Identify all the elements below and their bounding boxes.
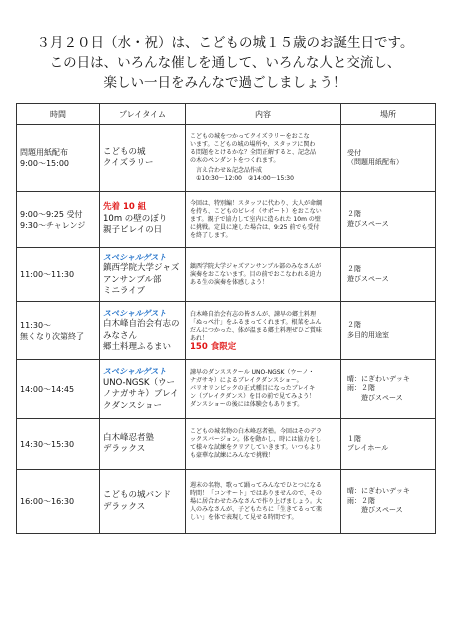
content-text: 鎮西学院大学ジャズアンサンブル部のみなさんが bbox=[190, 262, 322, 270]
playtime-text: 白木峰自治会有志の bbox=[103, 319, 180, 329]
table-row bbox=[17, 419, 436, 470]
time-text: 14:30〜15:30 bbox=[20, 439, 75, 449]
content-text: こどもの城名物の白木峰忍者塾。今回はそのデラ bbox=[190, 428, 323, 435]
content-text: 演奏をおこないます。目の前でおこなわれる迫力 bbox=[190, 270, 322, 278]
playtime-text: デラックス bbox=[103, 444, 146, 454]
playtime-text: ミニライブ bbox=[103, 286, 145, 296]
place-text: 晴：にぎわいデッキ bbox=[347, 374, 410, 383]
time-text: 11:00〜11:30 bbox=[20, 270, 75, 279]
time-text: 16:00〜16:30 bbox=[20, 497, 75, 506]
content-text: あれ！ bbox=[190, 334, 209, 342]
content-text: に挑戦。定員に達した場合は、9:25 前でも受付 bbox=[190, 223, 320, 231]
place-text: 遊びスペース bbox=[347, 219, 389, 228]
content-text: 諫早のダンススクール UNO-NGSK（ウーノ・ bbox=[190, 369, 315, 376]
content-cell bbox=[186, 470, 341, 534]
content-text: 「ぬっぺ汁」をふるまってくれます。根菜をふん bbox=[190, 318, 322, 326]
column-header-time: 時間 bbox=[17, 104, 100, 125]
special-guest-badge: スペシャルゲスト bbox=[103, 308, 167, 318]
content-text: 白木峰自治会有志の皆さんが、諫早の郷土料理 bbox=[190, 310, 317, 318]
time-cell bbox=[17, 360, 100, 419]
time-cell bbox=[17, 302, 100, 360]
place-cell bbox=[341, 360, 436, 419]
table-row bbox=[17, 302, 436, 360]
content-text: ダンスショーの後には体験会もあります。 bbox=[190, 401, 304, 408]
content-text: 週末の名物、歌って踊ってみんなでひとつになる bbox=[190, 481, 322, 489]
content-text: を終了します。 bbox=[190, 231, 232, 239]
place-text: ２階 bbox=[347, 321, 361, 329]
special-guest-badge: スペシャルゲスト bbox=[103, 367, 167, 376]
place-text: 多目的用途室 bbox=[347, 330, 389, 339]
content-cell bbox=[186, 248, 341, 302]
content-text: ックスバージョン。体を動かし、時には協力をし bbox=[190, 436, 322, 443]
playtime-text: ノナガサキ）ブレイ bbox=[103, 389, 179, 399]
time-cell bbox=[17, 419, 100, 470]
content-text: います。こどもの城の場所や、スタッフに関わ bbox=[190, 141, 316, 148]
playtime-cell bbox=[100, 302, 186, 360]
content-text: パリオリンピックの正式種目になったブレイキ bbox=[190, 385, 316, 392]
content-text: ます。親子で協力して室内に造られた 10m の壁 bbox=[190, 215, 321, 223]
time-text: 14:00〜14:45 bbox=[20, 384, 75, 394]
playtime-text: 白木峰忍者塾 bbox=[103, 432, 155, 443]
playtime-text: 親子ビレイの日 bbox=[103, 225, 163, 236]
content-text: しい」を体で表現して見せる時間です。 bbox=[190, 513, 298, 521]
place-text: 遊びスペース bbox=[347, 274, 389, 283]
table-row bbox=[17, 360, 436, 419]
table-row bbox=[17, 125, 436, 192]
schedule-note bbox=[190, 167, 336, 183]
content-text: て様々な試練をクリアしていきます。いつもより bbox=[190, 444, 322, 451]
table-row bbox=[17, 248, 436, 302]
headline-line-3: 楽しい一日をみんなで過ごしましょう！ bbox=[103, 75, 347, 91]
time-cell bbox=[17, 248, 100, 302]
schedule-note-text: ①10:30〜12:00 ②14:00〜15:30 bbox=[196, 175, 294, 182]
playtime-cell bbox=[100, 360, 186, 419]
playtime-text: デラックス bbox=[103, 501, 146, 512]
limited-servings-badge: 150 食限定 bbox=[190, 341, 237, 352]
special-guest-badge: スペシャルゲスト bbox=[103, 252, 167, 262]
time-cell bbox=[17, 470, 100, 534]
place-text: （問題用紙配布） bbox=[347, 158, 403, 166]
headline-line-2: この日は、いろんな催しを通して、いろんな人と交流し、 bbox=[49, 55, 401, 71]
time-text: 無くなり次第終了 bbox=[20, 331, 84, 341]
time-cell bbox=[17, 125, 100, 192]
content-text: 時間！「コンサート」ではありませんので、その bbox=[190, 489, 322, 497]
time-text: 9:00〜9:25 受付 bbox=[20, 209, 83, 219]
playtime-cell bbox=[100, 192, 186, 248]
time-text: 9:30〜チャレンジ bbox=[20, 220, 86, 230]
first-come-badge: 先着 10 組 bbox=[103, 202, 147, 213]
content-cell bbox=[186, 419, 341, 470]
place-cell bbox=[341, 470, 436, 534]
content-text: ある生の演奏を体感しよう！ bbox=[190, 278, 269, 286]
place-text: 雨：２階 bbox=[347, 496, 375, 505]
column-header-place: 場所 bbox=[341, 104, 436, 125]
playtime-text: みなさん bbox=[103, 330, 138, 341]
table-row bbox=[17, 470, 436, 534]
content-text: も豪華な試練にみんなで挑戦！ bbox=[190, 452, 275, 459]
headline-line-1: ３月２０日（水・祝）は、こどもの城１５歳のお誕生日です。 bbox=[36, 35, 414, 51]
schedule-note-text: 言え合わせ＆記念品作成 bbox=[196, 167, 263, 174]
playtime-text: 10m の壁のぼり bbox=[103, 213, 168, 224]
table-row bbox=[17, 192, 436, 248]
place-text: ２階 bbox=[347, 265, 361, 273]
schedule-table bbox=[16, 103, 436, 534]
content-cell bbox=[186, 125, 341, 192]
playtime-text: 郷土料理ふるまい bbox=[103, 342, 172, 352]
playtime-text: こどもの城 bbox=[103, 146, 146, 157]
content-text: ン（ブレイクダンス）を目の前で見てみよう！ bbox=[190, 393, 316, 400]
time-cell bbox=[17, 192, 100, 248]
column-header-content: 内容 bbox=[186, 104, 341, 125]
content-cell bbox=[186, 302, 341, 360]
place-cell bbox=[341, 192, 436, 248]
content-cell bbox=[186, 192, 341, 248]
place-text: 遊びスペース bbox=[347, 393, 403, 402]
place-text: ２階 bbox=[347, 210, 361, 218]
playtime-text: クイズラリー bbox=[103, 158, 154, 168]
content-text: る問題をとけるかな？全問正解すると、記念品 bbox=[190, 149, 317, 156]
content-text: の木のペンダントをつくれます。 bbox=[190, 157, 280, 164]
place-text: １階 bbox=[347, 434, 361, 443]
playtime-cell bbox=[100, 470, 186, 534]
place-text: 晴：にぎわいデッキ bbox=[347, 487, 410, 496]
time-text: 9:00〜15:00 bbox=[20, 159, 70, 168]
playtime-text: アンサンブル部 bbox=[103, 274, 162, 285]
content-text: 今回は、特別編！スタッフに代わり、大人が命綱 bbox=[190, 199, 323, 207]
content-text: 場に居合わせたみなさんで作り上げましょう。大 bbox=[190, 497, 323, 505]
time-text: 11:30〜 bbox=[20, 320, 52, 330]
time-text: 問題用紙配布 bbox=[20, 148, 68, 157]
place-cell bbox=[341, 419, 436, 470]
content-text: こどもの城をつかってクイズラリーをおこな bbox=[190, 133, 310, 140]
playtime-cell bbox=[100, 125, 186, 192]
column-header-playtime: プレイタイム bbox=[100, 104, 186, 125]
place-text: 遊びスペース bbox=[347, 506, 403, 515]
playtime-text: こどもの城バンド bbox=[103, 490, 172, 500]
place-text: 受付 bbox=[347, 148, 361, 157]
playtime-cell bbox=[100, 248, 186, 302]
place-cell bbox=[341, 302, 436, 360]
content-text: ナガサキ）によるブレイクダンスショー。 bbox=[190, 377, 303, 384]
playtime-text: UNO-NGSK（ウー bbox=[103, 377, 175, 388]
content-cell bbox=[186, 360, 341, 419]
place-cell bbox=[341, 125, 436, 192]
content-text: を持ち、こどものビレイ（サポート）をおこない bbox=[190, 207, 322, 215]
content-text: 人のみなさんが、子どもたちに「生きてるって楽 bbox=[190, 505, 323, 513]
table-header-row bbox=[17, 104, 436, 125]
place-text: 雨：２階 bbox=[347, 384, 375, 393]
place-text: プレイホール bbox=[347, 444, 389, 452]
place-cell bbox=[341, 248, 436, 302]
content-text: だんにつかった、体が温まる郷土料理ぜひご賞味 bbox=[190, 326, 322, 334]
playtime-text: 鎮西学院大学ジャズ bbox=[103, 263, 180, 273]
playtime-text: クダンスショー bbox=[103, 400, 162, 411]
playtime-cell bbox=[100, 419, 186, 470]
